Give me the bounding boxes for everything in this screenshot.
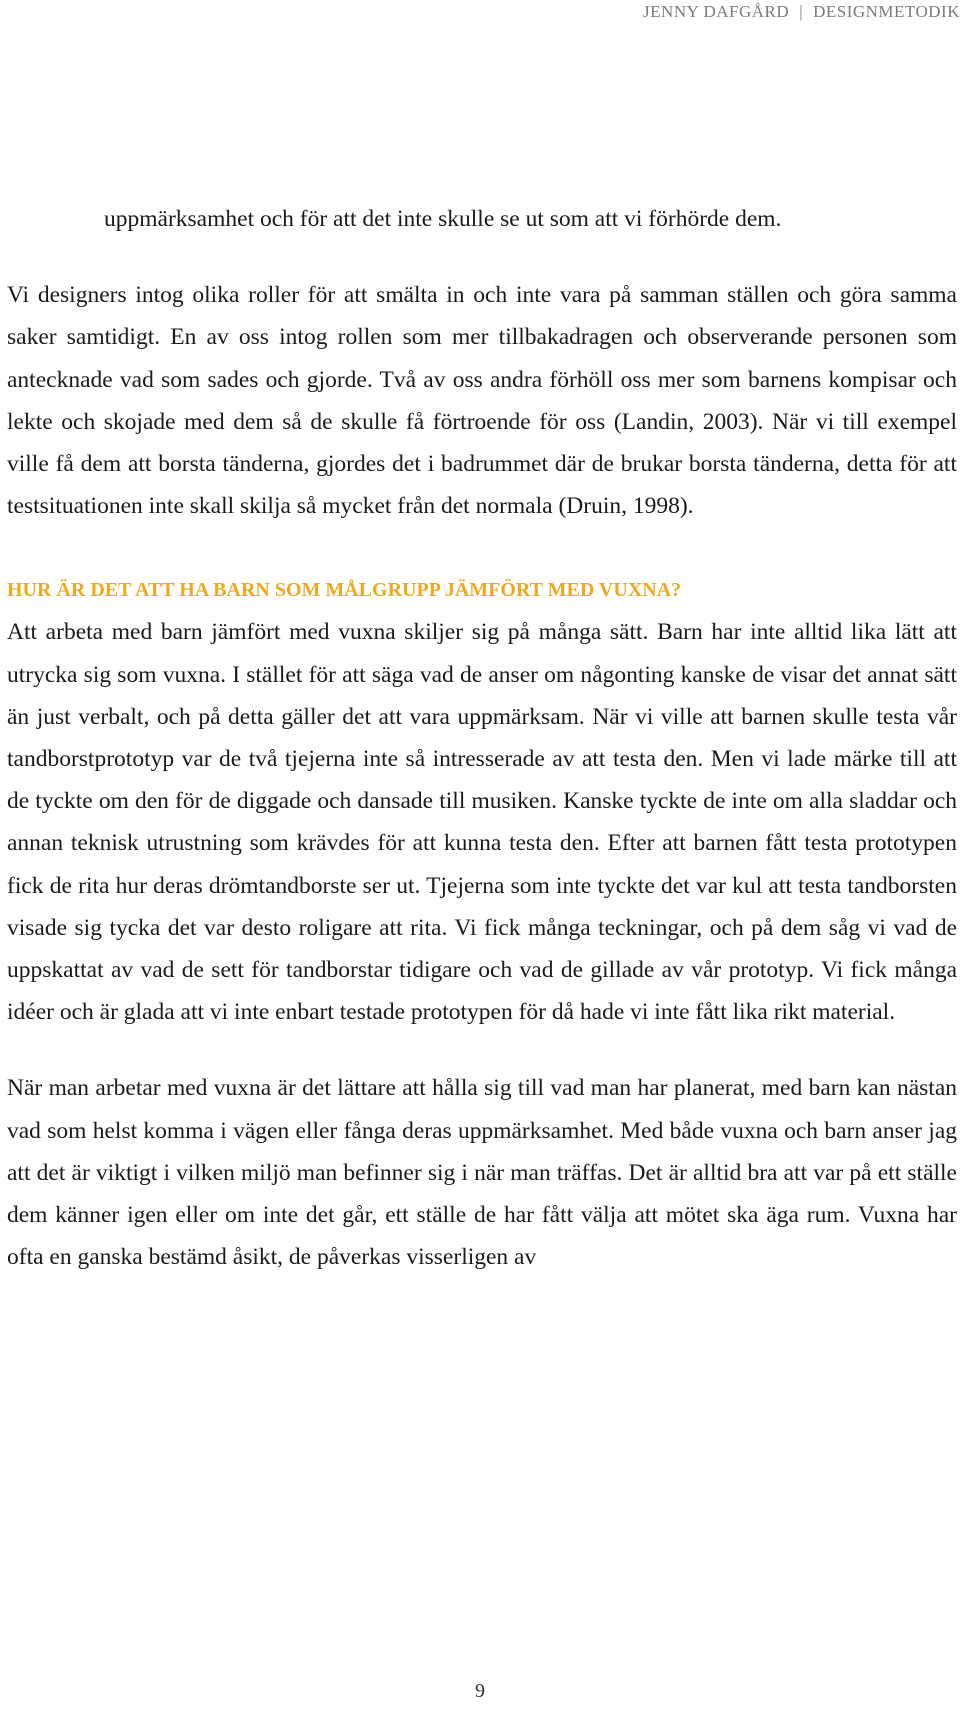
paragraph-gap	[7, 1033, 957, 1067]
header-separator: |	[799, 2, 804, 21]
paragraph-children-vs-adults: Att arbeta med barn jämfört med vuxna skiljer sig på många sätt. Barn har inte alltid lika lätt att utrycka sig som vuxna. I stället för att säga vad de anser om någonting kanske de visar det annat sätt än just verbalt, och på detta gäller det att vara uppmärksam. När vi ville att barnen skulle testa vår tandborstprototyp var de två tjejerna inte så intresserade av att testa den. Men vi lade märke till att de tyckte om den för de diggade och dansade till musiken. Kanske tyckte de inte om alla sladdar och annan teknisk utrustning som krävdes för att kunna testa den. Efter att barnen fått testa prototypen fick de rita hur deras drömtandborste ser ut. Tjejerna som inte tyckte det var kul att testa tandborsten visade sig tycka det var desto roligare att rita. Vi fick många teckningar, och på dem såg vi vad de uppskattat av vad de sett för tandborstar tidigare och vad de gillade av vår prototyp. Vi fick många idéer och är glada att vi inte enbart testade prototypen för då hade vi inte fått lika rikt material.	[7, 619, 957, 1026]
running-header	[0, 2, 960, 22]
page-number: 9	[475, 1680, 485, 1702]
header-title: DESIGNMETODIK	[813, 2, 960, 21]
paragraph-gap	[7, 240, 957, 274]
section-heading: HUR ÄR DET ATT HA BARN SOM MÅLGRUPP JÄMFÖRT MED VUXNA?	[7, 579, 682, 602]
paragraph-continued: uppmärksamhet och för att det inte skulle se ut som att vi förhörde dem.	[104, 206, 782, 232]
paragraph-working-with-adults: När man arbetar med vuxna är det lättare att hålla sig till vad man har planerat, med barn kan nästan vad som helst komma i vägen eller fånga deras uppmärksamhet. Med både vuxna och barn anser jag att det är viktigt i vilken miljö man befinner sig i när man träffas. Det är alltid bra att var på ett ställe dem känner igen eller om inte det går, ett ställe de har fått välja att mötet ska äga rum. Vuxna har ofta en ganska bestämd åsikt, de påverkas visserligen av	[7, 1075, 957, 1271]
section-gap	[7, 527, 957, 569]
page-body	[7, 198, 957, 1278]
header-author: JENNY DAFGÅRD	[643, 2, 790, 21]
paragraph-roles: Vi designers intog olika roller för att smälta in och inte vara på samman ställen och göra samma saker samtidigt. En av oss intog rollen som mer tillbakadragen och observerande personen som antecknade vad som sades och gjorde. Två av oss andra förhöll oss mer som barnens kompisar och lekte och skojade med dem så de skulle få förtroende för oss (Landin, 2003). När vi till exempel ville få dem att borsta tänderna, gjordes det i badrummet där de brukar borsta tänderna, detta för att testsituationen inte skall skilja så mycket från det normala (Druin, 1998).	[7, 282, 957, 520]
